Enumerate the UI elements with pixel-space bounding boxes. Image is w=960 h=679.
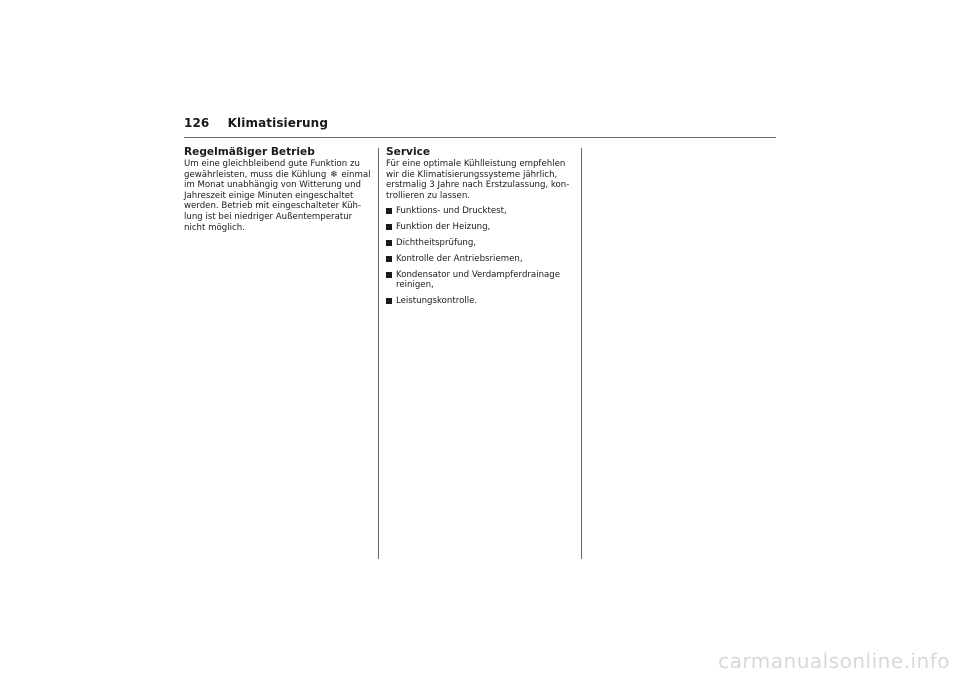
square-bullet-icon bbox=[386, 298, 392, 304]
text-line: wir die Klimatisierungssysteme jährlich, bbox=[386, 169, 558, 180]
section-heading: Service bbox=[386, 146, 431, 158]
square-bullet-icon bbox=[386, 208, 392, 214]
list-item bbox=[386, 222, 576, 233]
text-line: nicht möglich. bbox=[184, 222, 245, 233]
page-number: 126 bbox=[184, 116, 210, 130]
list-item-text: reinigen, bbox=[396, 280, 434, 291]
list-item-text: Kondensator und Verdampferdrainage bbox=[396, 269, 561, 280]
section-body bbox=[184, 159, 372, 233]
page-header bbox=[184, 116, 328, 130]
column-divider-left bbox=[378, 148, 379, 559]
header-divider bbox=[184, 137, 776, 138]
snowflake-icon: ❄ bbox=[330, 169, 338, 180]
list-item bbox=[386, 270, 576, 291]
text-fragment: einmal bbox=[341, 169, 371, 180]
section-regular-operation bbox=[184, 146, 372, 233]
text-line: werden. Betrieb mit eingeschalteter Küh- bbox=[184, 201, 362, 212]
list-item bbox=[386, 254, 576, 265]
text-line: Um eine gleichbleibend gute Funktion zu bbox=[184, 159, 360, 169]
service-checklist bbox=[386, 206, 576, 306]
watermark: carmanualsonline.info bbox=[718, 649, 950, 673]
section-service bbox=[386, 146, 576, 312]
text-line: Jahreszeit einige Minuten eingeschaltet bbox=[184, 190, 354, 201]
list-item-text: Leistungskontrolle. bbox=[396, 295, 478, 306]
text-line: erstmalig 3 Jahre nach Erstzulassung, kon- bbox=[386, 180, 570, 191]
list-item-text: Dichtheitsprüfung, bbox=[396, 237, 477, 248]
section-body bbox=[386, 159, 576, 201]
text-line: Für eine optimale Kühlleistung empfehlen bbox=[386, 159, 566, 169]
list-item-text: Funktions- und Drucktest, bbox=[396, 206, 507, 217]
list-item bbox=[386, 206, 576, 217]
list-item-text: Funktion der Heizung, bbox=[396, 222, 491, 233]
text-fragment: gewährleisten, muss die Kühlung bbox=[184, 169, 327, 180]
chapter-title: Klimatisierung bbox=[227, 116, 329, 130]
text-line: trollieren zu lassen. bbox=[386, 190, 470, 201]
text-line: lung ist bei niedriger Außentemperatur bbox=[184, 211, 353, 222]
square-bullet-icon bbox=[386, 272, 392, 278]
square-bullet-icon bbox=[386, 224, 392, 230]
text-line: im Monat unabhängig von Witterung und bbox=[184, 180, 361, 191]
square-bullet-icon bbox=[386, 256, 392, 262]
square-bullet-icon bbox=[386, 240, 392, 246]
list-item bbox=[386, 238, 576, 249]
list-item-text: Kontrolle der Antriebsriemen, bbox=[396, 253, 523, 264]
list-item bbox=[386, 296, 576, 307]
text-line-with-icon bbox=[184, 170, 372, 181]
column-divider-right bbox=[581, 148, 582, 559]
section-heading: Regelmäßiger Betrieb bbox=[184, 146, 315, 158]
